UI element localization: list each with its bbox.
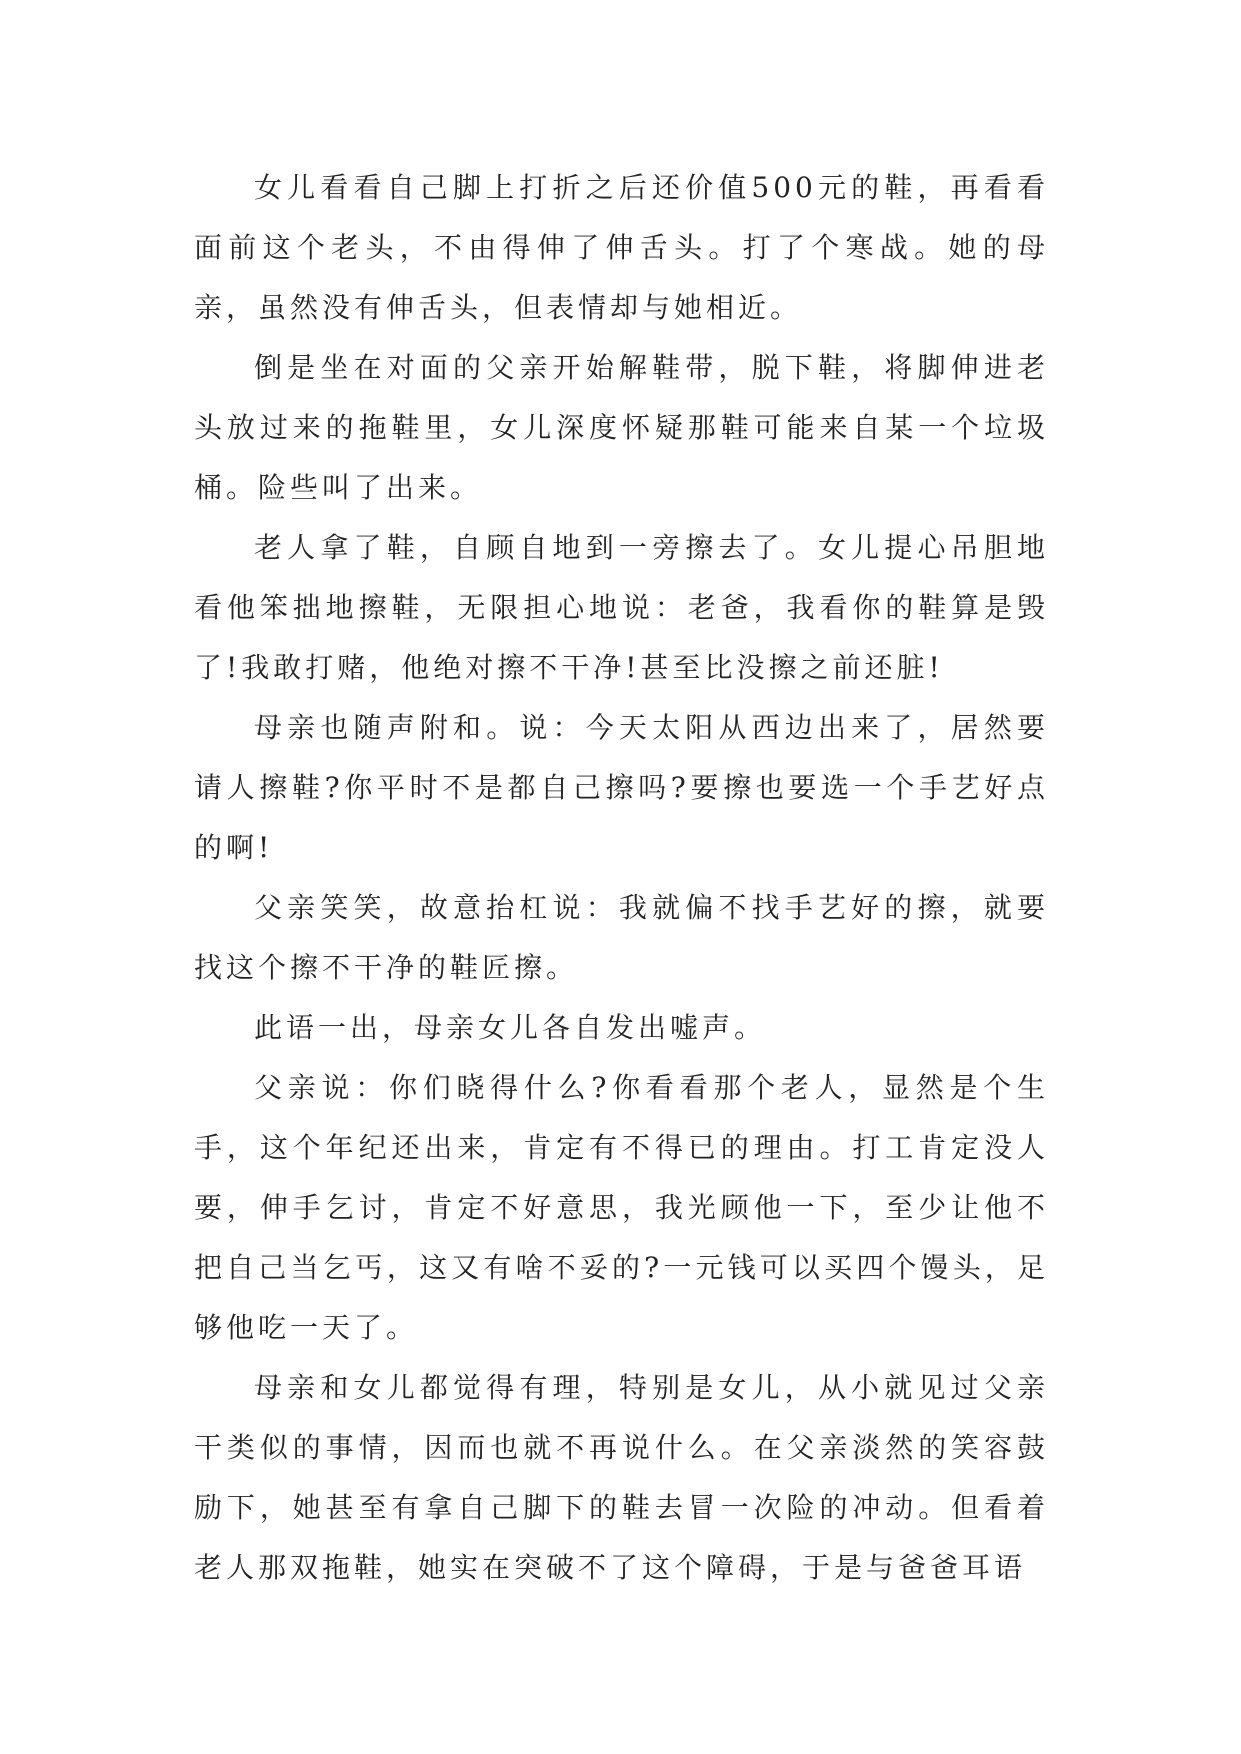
- paragraph-7: 父亲说：你们晓得什么?你看看那个老人，显然是个生手，这个年纪还出来，肯定有不得已的理由。打工肯定没人要，伸手乞讨，肯定不好意思，我光顾他一下，至少让他不把自己当乞丐，这又有啥不妥的?一元钱可以买四个馒头，足够他吃一天了。: [194, 1071, 1049, 1344]
- paragraph-6: 此语一出，母亲女儿各自发出嘘声。: [254, 1011, 767, 1044]
- paragraph-2: 倒是坐在对面的父亲开始解鞋带，脱下鞋，将脚伸进老头放过来的拖鞋里，女儿深度怀疑那鞋可能来自某一个垃圾桶。险些叫了出来。: [194, 351, 1049, 504]
- paragraph-5: 父亲笑笑，故意抬杠说：我就偏不找手艺好的擦，就要找这个擦不干净的鞋匠擦。: [194, 891, 1049, 984]
- document-body: [194, 158, 1049, 1598]
- paragraph-8: 母亲和女儿都觉得有理，特别是女儿，从小就见过父亲干类似的事情，因而也就不再说什么。在父亲淡然的笑容鼓励下，她甚至有拿自己脚下的鞋去冒一次险的冲动。但看着老人那双拖鞋，她实在突破不了这个障碍，于是与爸爸耳语: [194, 1371, 1049, 1584]
- paragraph-1: 女儿看看自己脚上打折之后还价值500元的鞋，再看看面前这个老头，不由得伸了伸舌头。打了个寒战。她的母亲，虽然没有伸舌头，但表情却与她相近。: [194, 171, 1049, 324]
- paragraph-4: 母亲也随声附和。说：今天太阳从西边出来了，居然要请人擦鞋?你平时不是都自己擦吗?要擦也要选一个手艺好点的啊!: [194, 711, 1049, 864]
- paragraph-3: 老人拿了鞋，自顾自地到一旁擦去了。女儿提心吊胆地看他笨拙地擦鞋，无限担心地说：老爸，我看你的鞋算是毁了!我敢打赌，他绝对擦不干净!甚至比没擦之前还脏!: [194, 531, 1049, 684]
